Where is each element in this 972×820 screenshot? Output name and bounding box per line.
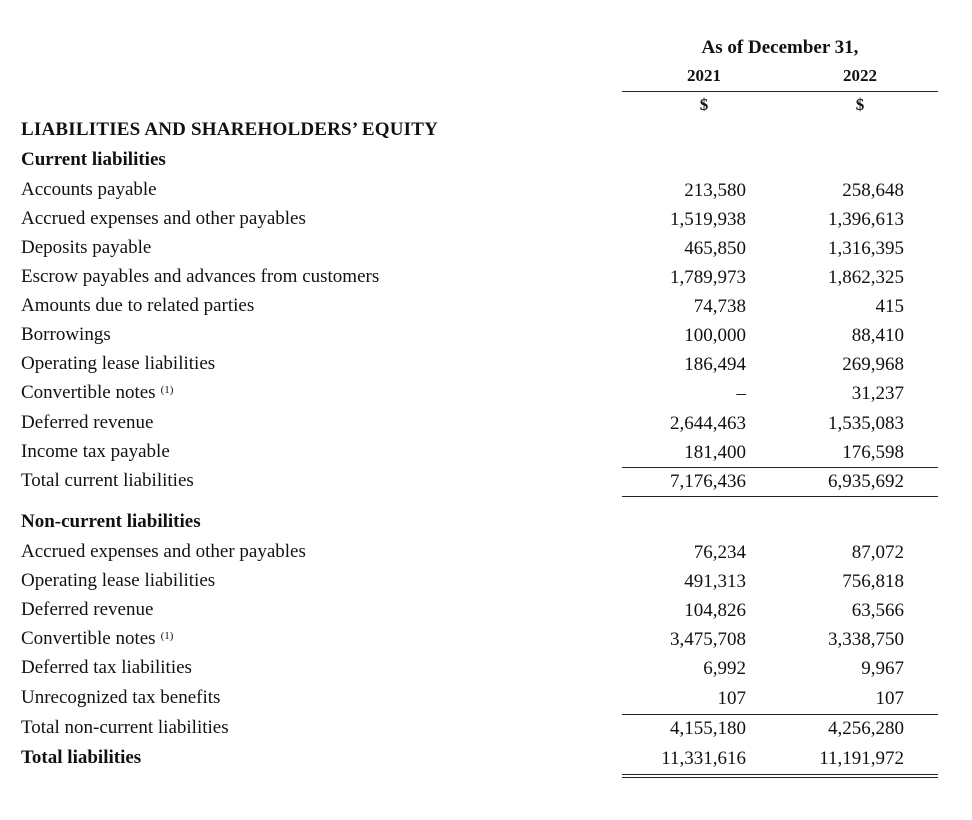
table-row xyxy=(0,206,972,235)
value-2021: 213,580 xyxy=(684,180,746,201)
current-liabilities-heading: Current liabilities xyxy=(21,149,166,170)
value-2022: 3,338,750 xyxy=(828,629,904,650)
value-2022: 415 xyxy=(875,296,904,317)
table-row xyxy=(0,410,972,439)
value-2022: 1,535,083 xyxy=(828,413,904,434)
table-row xyxy=(0,293,972,322)
row-label: Accrued expenses and other payables xyxy=(21,208,306,229)
value-2021: 181,400 xyxy=(684,442,746,463)
value-2021: 76,234 xyxy=(693,542,746,563)
year-2022-header: 2022 xyxy=(843,66,877,85)
row-label: Deferred tax liabilities xyxy=(21,657,192,678)
double-rule-bottom xyxy=(622,777,938,778)
total-noncurrent-liabilities-row xyxy=(0,715,972,744)
value-2021: 104,826 xyxy=(684,600,746,621)
value-2022: 107 xyxy=(875,688,904,709)
footnote-marker: (1) xyxy=(160,384,174,396)
value-2022: 6,935,692 xyxy=(828,471,904,492)
value-2021: 1,789,973 xyxy=(670,267,746,288)
double-rule-top xyxy=(622,774,938,775)
row-label: Deferred revenue xyxy=(21,412,154,433)
value-2022: 63,566 xyxy=(851,600,904,621)
value-2022: 1,396,613 xyxy=(828,209,904,230)
row-label: Escrow payables and advances from customers xyxy=(21,266,380,287)
row-label-text: Convertible notes xyxy=(21,628,156,649)
value-2022: 9,967 xyxy=(861,658,904,679)
row-label xyxy=(21,382,173,404)
table-row xyxy=(0,685,972,714)
value-2021: 107 xyxy=(717,688,746,709)
value-2021: 7,176,436 xyxy=(670,471,746,492)
value-2021: 100,000 xyxy=(684,325,746,346)
footnote-marker: (1) xyxy=(160,630,174,642)
row-label: Amounts due to related parties xyxy=(21,295,255,316)
row-label-text: Convertible notes xyxy=(21,382,156,403)
row-label: Operating lease liabilities xyxy=(21,570,216,591)
value-2022: 4,256,280 xyxy=(828,718,904,739)
row-label: Borrowings xyxy=(21,324,111,345)
row-label: Deposits payable xyxy=(21,237,152,258)
noncurrent-liabilities-heading-row xyxy=(0,509,972,538)
value-2022: 88,410 xyxy=(851,325,904,346)
value-2021: – xyxy=(736,383,746,404)
table-row xyxy=(0,380,972,409)
table-row xyxy=(0,539,972,568)
table-row xyxy=(0,626,972,655)
table-row xyxy=(0,264,972,293)
table-row xyxy=(0,351,972,380)
value-2022: 31,237 xyxy=(851,383,904,404)
row-label: Operating lease liabilities xyxy=(21,353,216,374)
value-2021: 465,850 xyxy=(684,238,746,259)
value-2021: 6,992 xyxy=(703,658,746,679)
row-label: Income tax payable xyxy=(21,441,170,462)
noncurrent-liabilities-heading: Non-current liabilities xyxy=(21,511,201,532)
row-label: Accounts payable xyxy=(21,179,157,200)
row-label: Total liabilities xyxy=(21,747,142,768)
value-2022: 11,191,972 xyxy=(819,748,904,769)
row-label: Total current liabilities xyxy=(21,470,194,491)
value-2022: 176,598 xyxy=(842,442,904,463)
current-liabilities-heading-row xyxy=(0,147,972,176)
table-row xyxy=(0,439,972,468)
value-2021: 11,331,616 xyxy=(661,748,746,769)
header-rule xyxy=(622,91,938,92)
total-liabilities-row xyxy=(0,745,972,774)
row-label xyxy=(21,628,173,650)
table-row xyxy=(0,235,972,264)
value-2022: 258,648 xyxy=(842,180,904,201)
value-2022: 756,818 xyxy=(842,571,904,592)
value-2021: 2,644,463 xyxy=(670,413,746,434)
section-title: LIABILITIES AND SHAREHOLDERS’ EQUITY xyxy=(21,119,439,140)
row-label: Accrued expenses and other payables xyxy=(21,541,306,562)
value-2021: 1,519,938 xyxy=(670,209,746,230)
total-rule xyxy=(622,496,938,497)
value-2022: 1,316,395 xyxy=(828,238,904,259)
currency-2022: $ xyxy=(855,95,865,114)
row-label: Deferred revenue xyxy=(21,599,154,620)
value-2021: 3,475,708 xyxy=(670,629,746,650)
value-2021: 74,738 xyxy=(693,296,746,317)
table-row xyxy=(0,177,972,206)
value-2022: 87,072 xyxy=(851,542,904,563)
table-row xyxy=(0,322,972,351)
currency-2021: $ xyxy=(699,95,709,114)
row-label: Unrecognized tax benefits xyxy=(21,687,221,708)
year-2021-header: 2021 xyxy=(687,66,721,85)
total-current-liabilities-row xyxy=(0,468,972,497)
value-2021: 491,313 xyxy=(684,571,746,592)
row-label: Total non-current liabilities xyxy=(21,717,229,738)
table-row xyxy=(0,655,972,684)
value-2021: 4,155,180 xyxy=(670,718,746,739)
period-header: As of December 31, xyxy=(701,37,859,58)
value-2022: 1,862,325 xyxy=(828,267,904,288)
table-row xyxy=(0,597,972,626)
value-2022: 269,968 xyxy=(842,354,904,375)
table-row xyxy=(0,568,972,597)
value-2021: 186,494 xyxy=(684,354,746,375)
